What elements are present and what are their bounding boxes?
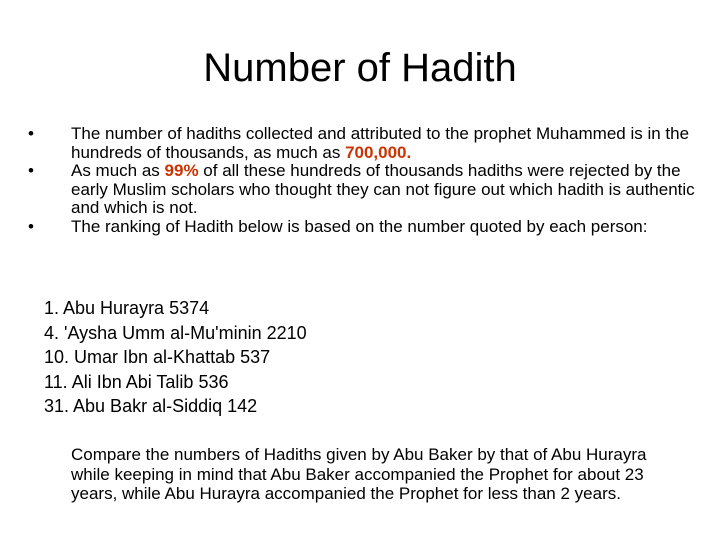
bullet-item xyxy=(26,162,696,218)
bullet-text: As much as xyxy=(71,161,165,180)
bullet-text-after: of all these hundreds of thousands hadiths were rejected by the early Muslim scholars who thought they can not figure out which hadith is authentic and which is not. xyxy=(71,161,695,217)
bullet-item xyxy=(26,218,696,237)
bullet-highlight: 700,000. xyxy=(345,142,412,162)
bullet-text: The number of hadiths collected and attributed to the prophet Muhammed is in the hundreds of thousands, as much as xyxy=(71,124,690,162)
ranking-item: 31. Abu Bakr al-Siddiq 142 xyxy=(44,396,258,416)
ranking-item: 11. Ali Ibn Abi Talib 536 xyxy=(44,371,229,392)
comparison-note: Compare the numbers of Hadiths given by Abu Baker by that of Abu Hurayra while keeping in mind that Abu Baker accompanied the Prophet for about 23 years, while Abu Hurayra accompanied the Prophet for less than 2 years. xyxy=(71,445,647,503)
bullet-text: The ranking of Hadith below is based on the number quoted by each person: xyxy=(71,216,648,236)
bullet-list xyxy=(26,125,696,236)
bullet-highlight: 99% xyxy=(164,161,199,180)
bullet-dot-icon: • xyxy=(28,124,34,143)
ranking-item: 4. 'Aysha Umm al-Mu'minin 2210 xyxy=(44,322,307,343)
bullet-dot-icon: • xyxy=(28,161,34,180)
ranking-item: 1. Abu Hurayra 5374 xyxy=(44,298,210,318)
bullet-item xyxy=(26,125,696,162)
bullet-dot-icon: • xyxy=(28,216,34,236)
ranking-item: 10. Umar Ibn al-Khattab 537 xyxy=(44,347,271,367)
slide-title: Number of Hadith xyxy=(203,46,517,90)
ranking-list xyxy=(44,296,307,419)
